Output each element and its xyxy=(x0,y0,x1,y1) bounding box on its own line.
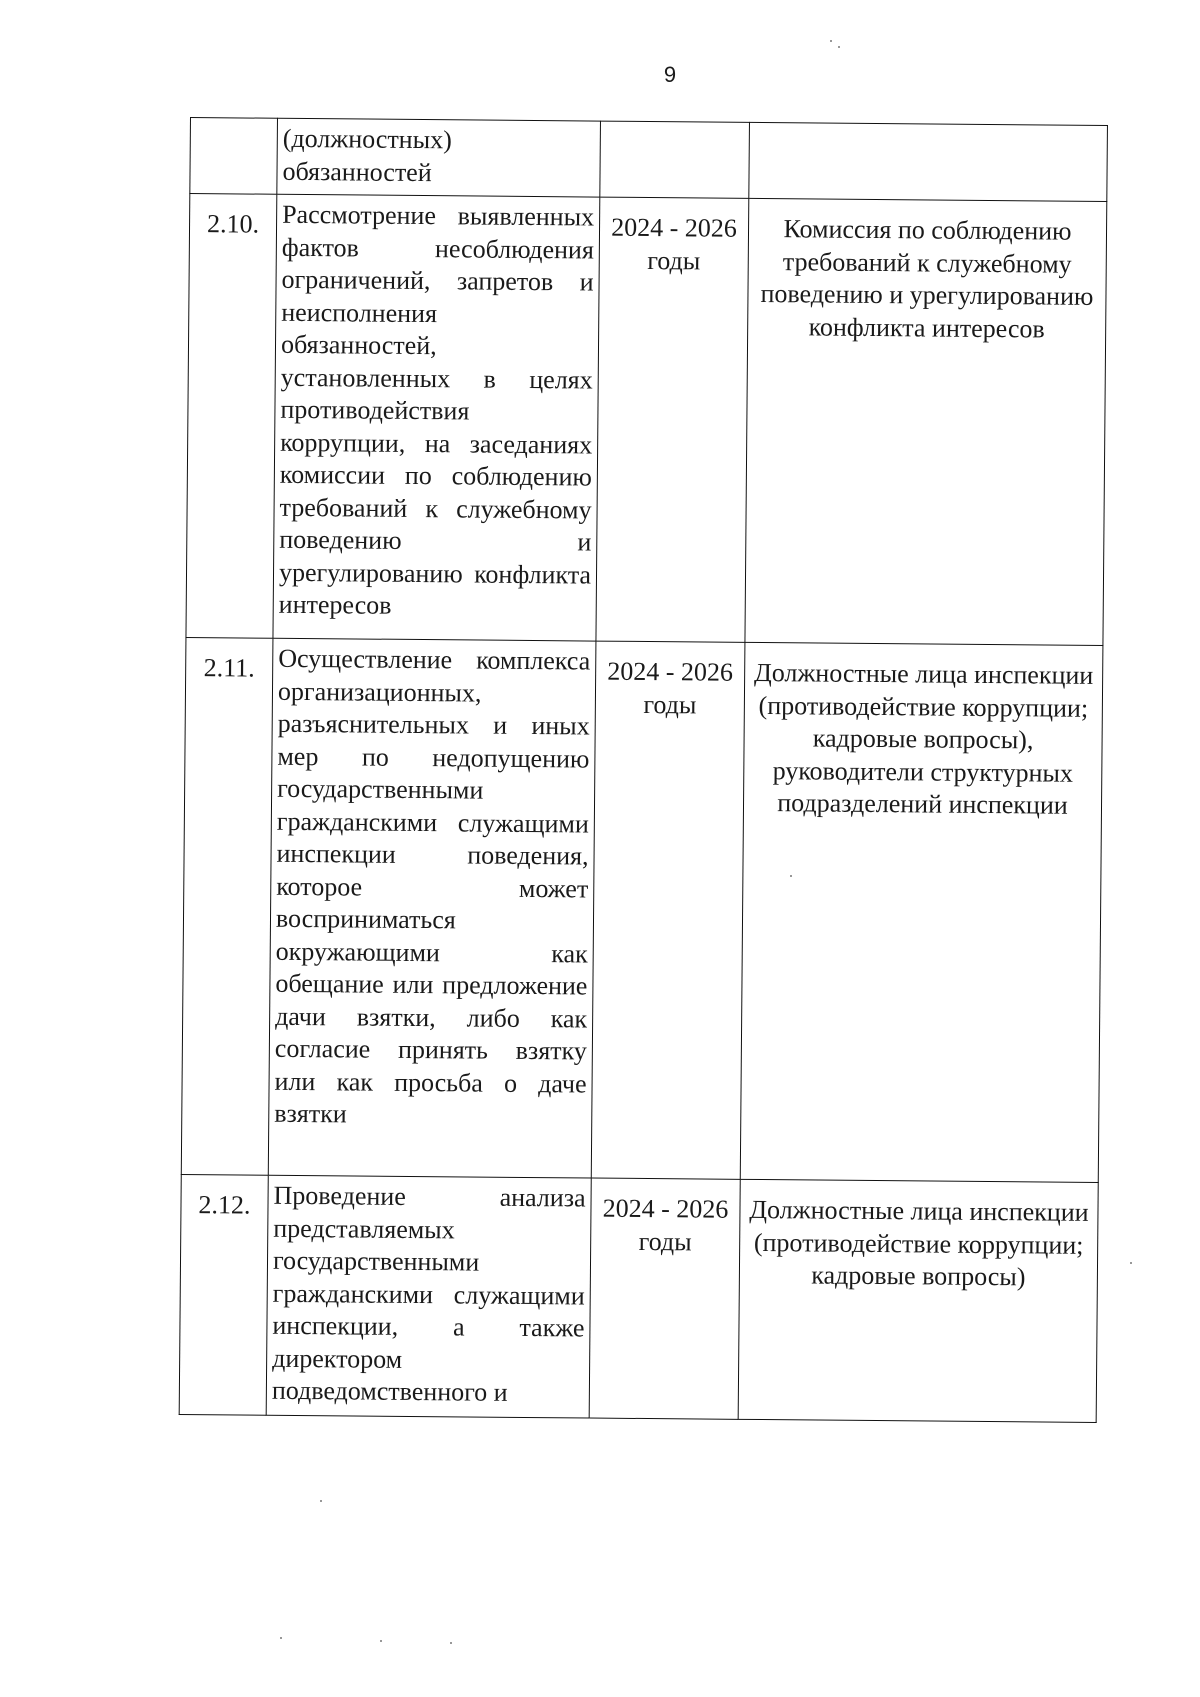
scan-speck xyxy=(1130,1262,1132,1264)
plan-table xyxy=(179,117,1108,1423)
table-row xyxy=(179,1174,1098,1422)
item-responsible: Должностные лица инспекции (противодействие коррупции; кадровые вопросы), руководители структурных подразделений инспекции xyxy=(740,642,1103,1182)
scan-speck xyxy=(450,1642,452,1644)
item-number: 2.11. xyxy=(181,637,273,1175)
item-period: 2024 - 2026 годы xyxy=(589,1178,740,1419)
scan-speck xyxy=(280,1637,282,1639)
item-period: 2024 - 2026 годы xyxy=(591,641,745,1179)
item-responsible: Комиссия по соблюдению требований к служебному поведению и урегулированию конфликта интересов xyxy=(745,198,1107,645)
item-responsible: Должностные лица инспекции (противодействие коррупции; кадровые вопросы) xyxy=(738,1179,1098,1422)
scan-speck xyxy=(838,46,840,48)
item-description: Рассмотрение выявленных фактов несоблюдения ограничений, запретов и неисполнения обязанностей, установленных в целях противодействия коррупции, на заседаниях комиссии по соблюдению требований к служебному поведению и урегулированию конфликта интересов xyxy=(273,194,600,641)
item-number: 2.12. xyxy=(179,1174,268,1415)
item-number: 2.10. xyxy=(186,194,277,639)
page-number: 9 xyxy=(663,62,677,87)
item-number xyxy=(190,118,278,195)
item-description: (должностных) обязанностей xyxy=(277,118,601,197)
table-row xyxy=(186,194,1107,646)
scan-speck xyxy=(380,1640,382,1642)
scan-speck xyxy=(320,1500,322,1502)
table-row xyxy=(181,637,1103,1182)
scan-speck xyxy=(830,40,832,42)
item-responsible xyxy=(749,122,1108,201)
table-row xyxy=(190,118,1108,202)
item-period: 2024 - 2026 годы xyxy=(596,197,749,642)
item-period xyxy=(600,121,750,198)
scan-speck xyxy=(790,875,792,877)
item-description: Осуществление комплекса организационных, разъяснительных и иных мер по недопущению государственными гражданскими служащими инспекции поведения, которое может восприниматься окружающими как обещание или предложение дачи взятки, либо как согласие принять взятку или как просьба о даче взятки xyxy=(268,638,596,1178)
item-description: Проведение анализа представляемых государственными гражданскими служащими инспекции, а также директором подведомственного и xyxy=(266,1175,591,1418)
